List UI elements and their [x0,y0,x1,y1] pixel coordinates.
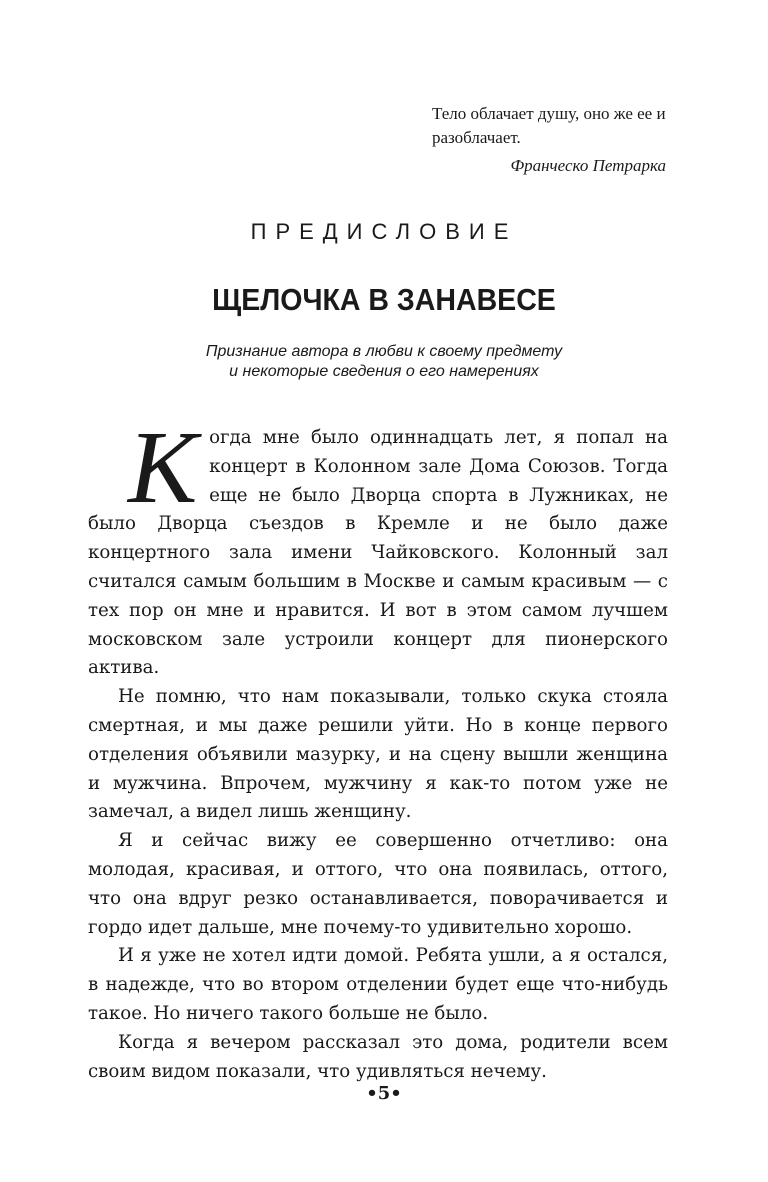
body-text [88,410,668,1086]
subtitle-line-2: и некоторые сведения о его намерениях [229,363,539,380]
paragraph-5: Когда я вечером рассказал это дома, родители всем своим видом показали, что удивляться нечему. [88,1031,668,1082]
paragraph-1-text: огда мне было одиннадцать лет, я попал на концерт в Колонном зале Дома Союзов. Тогда еще не было Дворца спорта в Лужниках, не было Дворца съездов в Кремле и не было даже концертного зала имени Чайковского. Колонный зал считался самым большим в Москве и самым красивым — с тех пор он мне и нравится. И вот в этом самом лучшем московском зале устроили концерт для пионерского актива. [88,427,668,679]
page-number: •5• [366,1083,402,1104]
drop-cap: К [128,410,198,525]
section-label: ПРЕДИСЛОВИЕ [250,219,518,244]
chapter-title: ЩЕЛОЧКА В ЗАНАВЕСЕ [212,282,556,317]
paragraph-3: Я и сейчас вижу ее совершенно отчетливо: она молодая, красивая, и оттого, что она появилась, оттого, что она вдруг резко останавливается, поворачивается и гордо идет дальше, мне почему-то удивительно хорошо. [88,830,668,938]
chapter-subtitle [0,342,768,382]
subtitle-line-1: Признание автора в любви к своему предмету [205,343,563,360]
paragraph-1 [88,410,668,683]
epigraph-text: Тело облачает душу, оно же ее и разоблачает. [432,104,666,147]
epigraph-author: Франческо Петрарка [510,156,666,175]
epigraph [432,102,672,178]
paragraph-2: Не помню, что нам показывали, только скука стояла смертная, и мы даже решили уйти. Но в конце первого отделения объявили мазурку, и на сцену вышли женщина и мужчина. Впрочем, мужчину я как-то потом уже не замечал, а видел лишь женщину. [88,686,668,823]
paragraph-4: И я уже не хотел идти домой. Ребята ушли, а я остался, в надежде, что во втором отделении будет еще что-нибудь такое. Но ничего такого больше не было. [88,945,668,1024]
